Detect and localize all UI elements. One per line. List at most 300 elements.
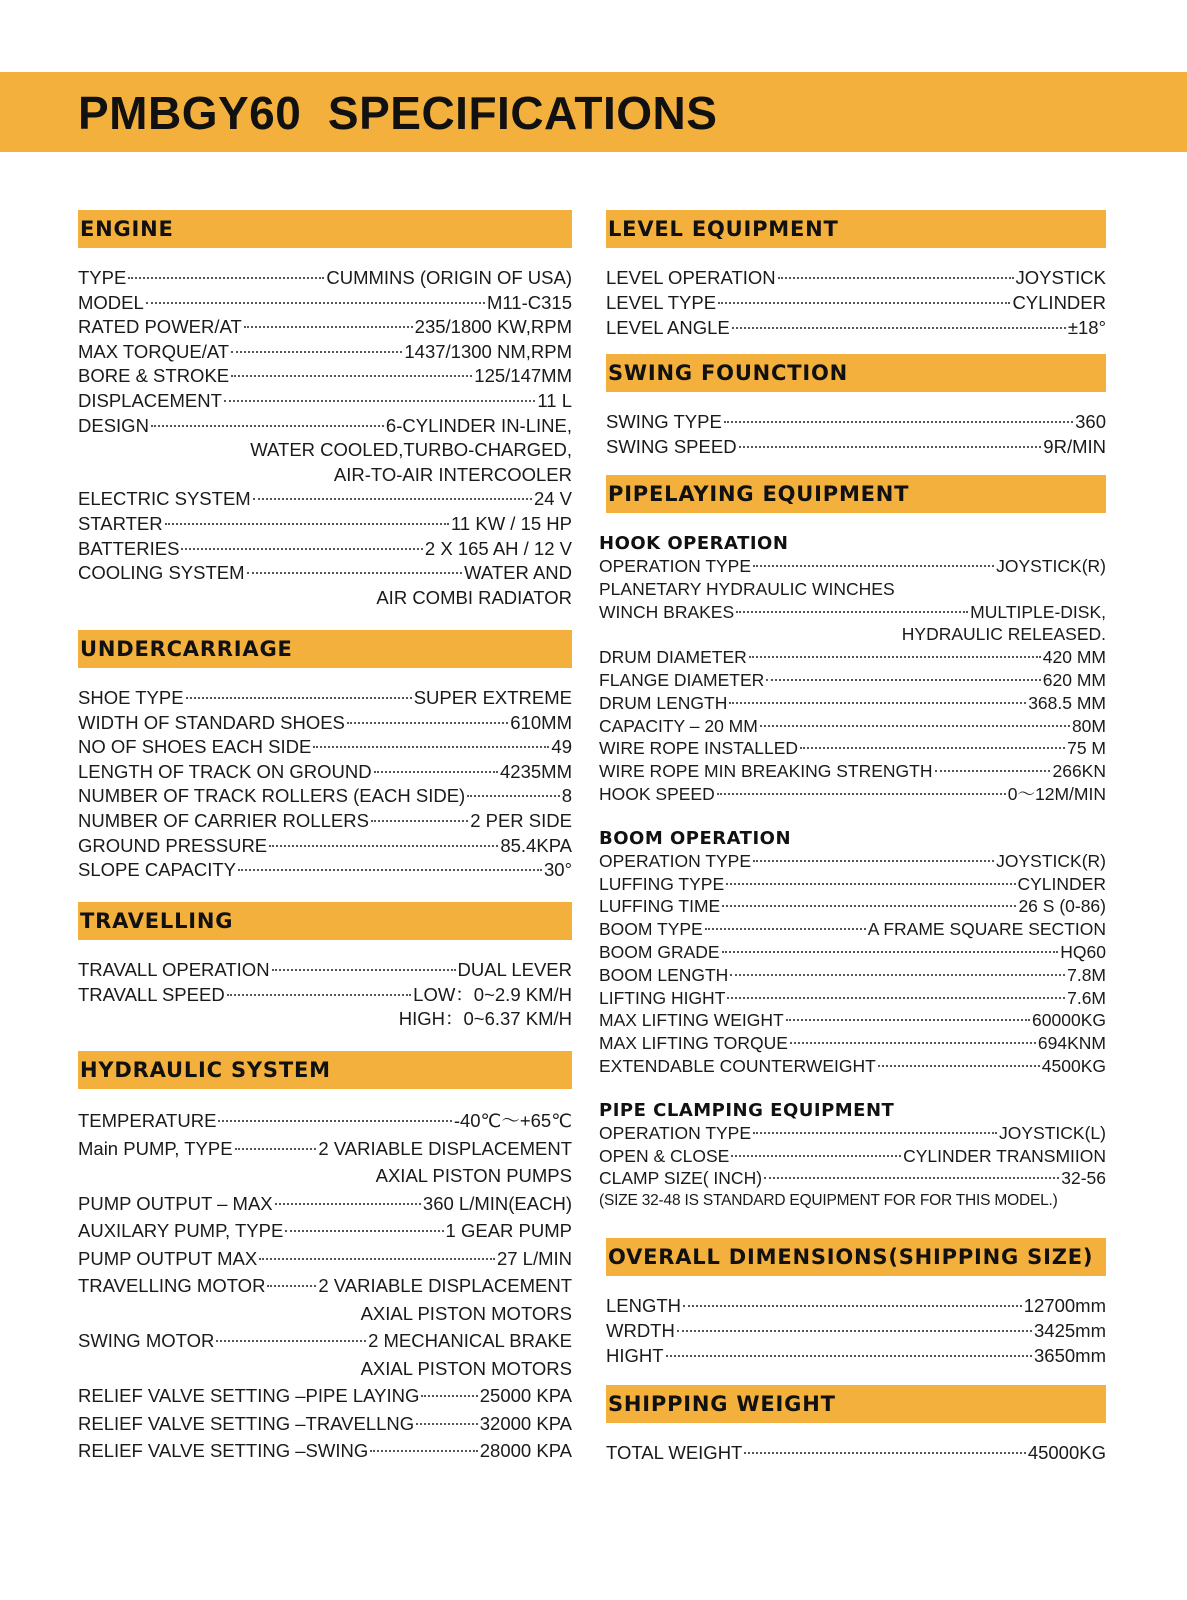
section-header [78, 1051, 572, 1089]
dot-leader [736, 611, 968, 613]
spec-value: 3425mm [1034, 1319, 1106, 1341]
spec-label: SLOPE CAPACITY [78, 859, 236, 881]
spec-label: TOTAL WEIGHT [606, 1442, 743, 1463]
dot-leader [727, 997, 1065, 999]
spec-value: 694KNM [1037, 1033, 1106, 1054]
spec-value: 11 L [537, 389, 572, 411]
spec-row [78, 1382, 572, 1410]
spec-label: MODEL [78, 291, 144, 313]
spec-value: 27 L/MIN [496, 1247, 572, 1269]
spec-value: HQ60 [1060, 941, 1106, 962]
spec-row [78, 315, 572, 340]
spec-row [599, 601, 1106, 624]
level-section [606, 210, 1106, 340]
boom-operation [599, 827, 1106, 1078]
section-header [78, 210, 572, 248]
spec-row [78, 760, 572, 785]
spec-label: SWING SPEED [606, 435, 737, 457]
section-header [606, 210, 1106, 248]
spec-row [606, 1344, 1106, 1369]
undercarriage-section [78, 630, 572, 883]
spec-value: 11 KW / 15 HP [451, 512, 572, 534]
spec-value: 0～12M/MIN [1007, 783, 1106, 804]
dot-leader [731, 1155, 901, 1157]
spec-row [78, 983, 572, 1008]
spec-row [78, 809, 572, 834]
spec-row [606, 1294, 1106, 1319]
spec-label: TRAVALL SPEED [78, 983, 225, 1005]
spec-label: DRUM LENGTH [599, 692, 728, 713]
spec-label: MAX TORQUE/AT [78, 340, 230, 362]
spec-value: 24 V [533, 488, 572, 510]
spec-value-continued: AXIAL PISTON MOTORS [360, 1357, 572, 1379]
spec-value: 1 GEAR PUMP [445, 1220, 572, 1241]
spec-label: CLAMP SIZE( INCH) [599, 1168, 763, 1189]
section-header [78, 630, 572, 668]
section-header [606, 475, 1106, 513]
dot-leader [421, 1395, 477, 1397]
spec-label: DRUM DIAMETER [599, 647, 747, 668]
spec-label: BATTERIES [78, 537, 180, 559]
spec-value: 9R/MIN [1043, 435, 1106, 457]
section-header [78, 902, 572, 940]
dot-leader [766, 679, 1040, 681]
spec-label: SHOE TYPE [78, 687, 184, 708]
swing-section [606, 354, 1106, 460]
section-title: LEVEL EQUIPMENT [608, 217, 839, 241]
spec-list [606, 1441, 1106, 1466]
spec-label: LEVEL ANGLE [606, 316, 730, 338]
spec-label: TYPE [78, 267, 127, 288]
spec-row [78, 389, 572, 414]
dot-leader [778, 277, 1014, 279]
spec-value: CYLINDER [1017, 873, 1106, 894]
spec-row [599, 918, 1106, 941]
spec-value: -40℃～+65℃ [453, 1110, 572, 1131]
dot-leader [722, 905, 1016, 907]
dot-leader [216, 1340, 366, 1342]
engine-section [78, 210, 572, 610]
page-title: PMBGY60 SPECIFICATIONS [78, 87, 718, 139]
dot-leader [370, 1450, 478, 1452]
spec-value: 32000 KPA [479, 1412, 572, 1434]
spec-value: LOW：0~2.9 KM/H [413, 983, 572, 1005]
spec-value-continued: HYDRAULIC RELEASED. [901, 624, 1106, 645]
dot-leader [683, 1305, 1022, 1307]
spec-label: TRAVALL OPERATION [78, 959, 270, 980]
spec-row [78, 711, 572, 736]
spec-row [78, 1437, 572, 1465]
dot-leader [732, 327, 1066, 329]
spec-label: NUMBER OF TRACK ROLLERS (EACH SIDE) [78, 785, 466, 807]
spec-list [78, 266, 572, 610]
dot-leader [238, 869, 542, 871]
spec-value: 1437/1300 NM,RPM [404, 340, 572, 362]
spec-value: 420 MM [1042, 647, 1106, 668]
spec-label: WRDTH [606, 1319, 675, 1341]
spec-value: 60000KG [1032, 1010, 1106, 1031]
dot-leader [275, 1203, 421, 1205]
spec-row [599, 737, 1106, 760]
dot-leader [186, 697, 412, 699]
spec-label: FLANGE DIAMETER [599, 669, 765, 690]
spec-row [78, 512, 572, 537]
spec-row [78, 834, 572, 859]
spec-value: JOYSTICK(R) [996, 556, 1106, 576]
spec-row [599, 692, 1106, 715]
dot-leader [416, 1423, 478, 1425]
dot-leader [467, 795, 560, 797]
spec-label: OPERATION TYPE [599, 556, 752, 576]
weight-section [606, 1385, 1106, 1466]
spec-value: WATER AND [464, 562, 572, 584]
spec-value: 125/147MM [474, 365, 572, 387]
section-title: SWING FOUNCTION [608, 361, 849, 385]
spec-label: STARTER [78, 512, 163, 534]
spec-label: WIDTH OF STANDARD SHOES [78, 711, 345, 733]
spec-label: SWING MOTOR [78, 1330, 215, 1351]
spec-row [599, 941, 1106, 964]
spec-row [78, 735, 572, 760]
dot-leader [218, 1120, 451, 1122]
spec-row [599, 1122, 1106, 1145]
dot-leader [724, 421, 1073, 423]
spec-label: BOOM LENGTH [599, 964, 729, 985]
spec-value-continued: AXIAL PISTON MOTORS [360, 1302, 572, 1324]
spec-row [606, 1441, 1106, 1466]
spec-row [78, 1245, 572, 1273]
spec-value: 85.4KPA [500, 834, 572, 856]
spec-value: 7.6M [1067, 987, 1106, 1008]
spec-label: LENGTH [606, 1295, 682, 1316]
dot-leader [371, 820, 468, 822]
spec-label: RELIEF VALVE SETTING –PIPE LAYING [78, 1385, 420, 1406]
dot-leader [730, 974, 1065, 976]
dot-leader [181, 548, 422, 550]
dot-leader [744, 1452, 1025, 1454]
spec-row [599, 669, 1106, 692]
dot-leader [722, 951, 1059, 953]
pipe-clamping [599, 1099, 1106, 1212]
dot-leader [800, 747, 1065, 749]
spec-row [606, 291, 1106, 316]
dot-leader [786, 1019, 1030, 1021]
spec-row [606, 1319, 1106, 1344]
spec-row [78, 291, 572, 316]
spec-value: 610MM [510, 711, 572, 733]
spec-value: CYLINDER TRANSMIION [903, 1145, 1106, 1166]
spec-value: 12700mm [1023, 1295, 1106, 1316]
title-banner [0, 72, 1187, 152]
spec-value: JOYSTICK(R) [996, 850, 1106, 871]
spec-list [78, 1107, 572, 1465]
spec-label: NUMBER OF CARRIER ROLLERS [78, 809, 369, 831]
dot-leader [165, 523, 449, 525]
dot-leader [705, 928, 866, 930]
spec-value: 80M [1071, 715, 1106, 736]
section-title: OVERALL DIMENSIONS(SHIPPING SIZE) [608, 1245, 1094, 1269]
spec-row [606, 435, 1106, 460]
spec-row [78, 561, 572, 586]
dot-leader [231, 351, 402, 353]
spec-label: MAX LIFTING TORQUE [599, 1033, 788, 1054]
spec-label: LUFFING TYPE [599, 873, 725, 894]
spec-value: 360 L/MIN(EACH) [422, 1192, 572, 1214]
spec-value: 75 M [1067, 738, 1106, 759]
dot-leader [267, 1285, 316, 1287]
spec-label: RELIEF VALVE SETTING –TRAVELLNG [78, 1412, 415, 1434]
section-header [606, 1385, 1106, 1423]
spec-label: WIRE ROPE INSTALLED [599, 738, 799, 759]
spec-list [606, 410, 1106, 460]
dot-leader [677, 1330, 1032, 1332]
spec-row [606, 410, 1106, 435]
hydraulic-section [78, 1051, 572, 1465]
spec-list [606, 1294, 1106, 1368]
spec-value: CYLINDER [1012, 291, 1106, 313]
spec-label: WINCH BRAKES [599, 601, 735, 622]
spec-label: HOOK SPEED [599, 783, 715, 804]
spec-value: 30° [544, 859, 572, 881]
section-title: SHIPPING WEIGHT [608, 1392, 836, 1416]
spec-value: 4235MM [500, 760, 572, 782]
spec-row [599, 715, 1106, 738]
spec-label: PUMP OUTPUT MAX [78, 1247, 258, 1269]
spec-value: DUAL LEVER [457, 959, 572, 980]
subsection-title: PIPE CLAMPING EQUIPMENT [599, 1099, 895, 1121]
spec-label: MAX LIFTING WEIGHT [599, 1010, 784, 1031]
spec-label: TEMPERATURE [78, 1110, 217, 1131]
spec-row [78, 1272, 572, 1300]
hook-operation [599, 533, 1106, 806]
dot-leader [259, 1258, 495, 1260]
spec-value: ±18° [1067, 316, 1106, 338]
dot-leader [247, 572, 463, 574]
spec-label: TRAVELLING MOTOR [78, 1275, 266, 1296]
dot-leader [878, 1065, 1040, 1067]
section-title: PIPELAYING EQUIPMENT [608, 482, 910, 506]
spec-value: A FRAME SQUARE SECTION [867, 919, 1106, 940]
spec-label: DISPLACEMENT [78, 389, 222, 411]
spec-label: Main PUMP, TYPE [78, 1137, 233, 1159]
spec-row [599, 895, 1106, 918]
dot-leader [151, 425, 384, 427]
spec-value: MULTIPLE-DISK, [970, 601, 1106, 622]
spec-list [606, 266, 1106, 340]
spec-list [78, 686, 572, 883]
spec-row [78, 414, 572, 439]
spec-label: LENGTH OF TRACK ON GROUND [78, 760, 372, 782]
spec-label: RATED POWER/AT [78, 316, 242, 338]
spec-label: HIGHT [606, 1344, 664, 1366]
spec-value: 7.8M [1067, 964, 1106, 985]
dot-leader [227, 994, 411, 996]
spec-value-continued: HIGH：0~6.37 KM/H [398, 1008, 572, 1030]
spec-row [78, 1135, 572, 1163]
spec-list [599, 555, 1106, 806]
dot-leader [285, 1230, 443, 1232]
spec-row [78, 1107, 572, 1135]
section-header [606, 1238, 1106, 1276]
section-title: UNDERCARRIAGE [80, 637, 293, 661]
dot-leader [313, 746, 549, 748]
spec-row [78, 1190, 572, 1218]
dot-leader [231, 375, 472, 377]
spec-value: 235/1800 KW,RPM [414, 316, 572, 338]
spec-list [599, 850, 1106, 1078]
dot-leader [790, 1042, 1036, 1044]
spec-row [599, 964, 1106, 987]
section-title: ENGINE [80, 217, 174, 241]
dot-leader [726, 883, 1015, 885]
spec-value: JOYSTICK [1015, 267, 1106, 288]
spec-label: NO OF SHOES EACH SIDE [78, 736, 312, 758]
dot-leader [760, 725, 1070, 727]
spec-value: 2 VARIABLE DISPLACEMENT [318, 1137, 572, 1159]
spec-row [78, 487, 572, 512]
spec-label: BOOM TYPE [599, 919, 703, 940]
spec-label: LUFFING TIME [599, 896, 721, 917]
spec-row [599, 1009, 1106, 1032]
spec-row [78, 686, 572, 711]
spec-value-continued: AXIAL PISTON PUMPS [375, 1165, 572, 1186]
subsection-title: BOOM OPERATION [599, 827, 792, 849]
spec-row [599, 783, 1106, 806]
spec-list [599, 1122, 1106, 1190]
spec-label: ELECTRIC SYSTEM [78, 488, 251, 510]
spec-note: PLANETARY HYDRAULIC WINCHES [599, 578, 895, 599]
spec-value-continued: WATER COOLED,TURBO-CHARGED, [250, 439, 572, 461]
spec-row [599, 1032, 1106, 1055]
spec-value: 2 MECHANICAL BRAKE [368, 1330, 572, 1351]
spec-label: OPERATION TYPE [599, 1122, 752, 1143]
spec-row [78, 784, 572, 809]
spec-row [78, 340, 572, 365]
spec-value: 360 [1075, 411, 1106, 432]
spec-row [599, 873, 1106, 896]
spec-value: JOYSTICK(L) [999, 1122, 1106, 1143]
spec-label: GROUND PRESSURE [78, 834, 268, 856]
spec-row [78, 1327, 572, 1355]
spec-value: 25000 KPA [479, 1385, 572, 1406]
spec-label: WIRE ROPE MIN BREAKING STRENGTH [599, 761, 933, 782]
spec-row [599, 646, 1106, 669]
spec-label: AUXILARY PUMP, TYPE [78, 1220, 284, 1241]
spec-label: CAPACITY – 20 MM [599, 715, 758, 736]
dot-leader [253, 498, 532, 500]
spec-value: 2 PER SIDE [470, 809, 572, 831]
spec-value: 368.5 MM [1028, 692, 1106, 713]
spec-label: DESIGN [78, 414, 149, 436]
spec-row [78, 1217, 572, 1245]
dot-leader [272, 969, 456, 971]
spec-value: 8 [561, 785, 572, 807]
spec-value: 49 [551, 736, 572, 758]
spec-row [78, 537, 572, 562]
dot-leader [764, 1177, 1059, 1179]
dot-leader [753, 1132, 997, 1134]
spec-label: LEVEL OPERATION [606, 267, 776, 288]
spec-value: 2 VARIABLE DISPLACEMENT [318, 1275, 572, 1296]
pipelaying-section [599, 475, 1106, 1212]
section-header [606, 354, 1106, 392]
spec-value-continued: AIR-TO-AIR INTERCOOLER [333, 463, 572, 485]
spec-row [606, 316, 1106, 341]
spec-row [78, 266, 572, 291]
spec-row [599, 1167, 1106, 1190]
spec-label: OPERATION TYPE [599, 850, 752, 871]
spec-value: 4500KG [1041, 1055, 1106, 1076]
spec-row [599, 555, 1106, 578]
subsection-title: HOOK OPERATION [599, 533, 789, 554]
section-title: TRAVELLING [80, 909, 234, 933]
spec-value: M11-C315 [486, 291, 572, 313]
spec-label: COOLING SYSTEM [78, 562, 245, 584]
dot-leader [753, 860, 994, 862]
spec-row [78, 858, 572, 883]
dot-leader [739, 446, 1042, 448]
spec-value: CUMMINS (ORIGIN OF USA) [326, 267, 572, 288]
spec-list [78, 958, 572, 1032]
dot-leader [749, 656, 1041, 658]
dot-leader [235, 1148, 317, 1150]
dot-leader [128, 277, 324, 279]
spec-value: 2 X 165 AH / 12 V [424, 537, 572, 559]
spec-label: BORE & STROKE [78, 365, 230, 387]
dot-leader [347, 722, 508, 724]
dot-leader [729, 702, 1026, 704]
spec-value-continued: AIR COMBI RADIATOR [376, 586, 572, 608]
spec-row [78, 1410, 572, 1438]
spec-row [78, 364, 572, 389]
spec-row [599, 760, 1106, 783]
dot-leader [244, 326, 413, 328]
dot-leader [224, 400, 535, 402]
spec-row [599, 1055, 1106, 1078]
spec-value: 26 S (0-86) [1018, 896, 1106, 917]
travelling-section [78, 902, 572, 1032]
spec-label: RELIEF VALVE SETTING –SWING [78, 1440, 369, 1461]
spec-row [78, 958, 572, 983]
spec-value: 3650mm [1034, 1344, 1106, 1366]
dot-leader [146, 302, 485, 304]
dot-leader [717, 793, 1006, 795]
spec-label: SWING TYPE [606, 411, 722, 432]
dot-leader [269, 845, 498, 847]
spec-row [599, 1145, 1106, 1168]
dimensions-section [606, 1238, 1106, 1368]
spec-value: 620 MM [1042, 669, 1106, 690]
spec-value: 6-CYLINDER IN-LINE, [385, 414, 572, 436]
spec-row [599, 987, 1106, 1010]
spec-value: 32-56 [1061, 1168, 1106, 1189]
spec-label: BOOM GRADE [599, 941, 720, 962]
dot-leader [374, 771, 498, 773]
dot-leader [753, 565, 994, 567]
section-title: HYDRAULIC SYSTEM [80, 1058, 331, 1082]
spec-value: SUPER EXTREME [413, 687, 572, 708]
spec-value: 45000KG [1027, 1442, 1106, 1463]
spec-label: EXTENDABLE COUNTERWEIGHT [599, 1055, 876, 1076]
spec-row [599, 850, 1106, 873]
clamp-note: (SIZE 32-48 IS STANDARD EQUIPMENT FOR FOR THIS MODEL.) [599, 1192, 1058, 1210]
spec-row [606, 266, 1106, 291]
spec-value: 266KN [1052, 761, 1106, 782]
spec-value: 28000 KPA [479, 1440, 572, 1461]
spec-label: PUMP OUTPUT – MAX [78, 1192, 273, 1214]
dot-leader [718, 302, 1010, 304]
spec-label: OPEN & CLOSE [599, 1145, 730, 1166]
